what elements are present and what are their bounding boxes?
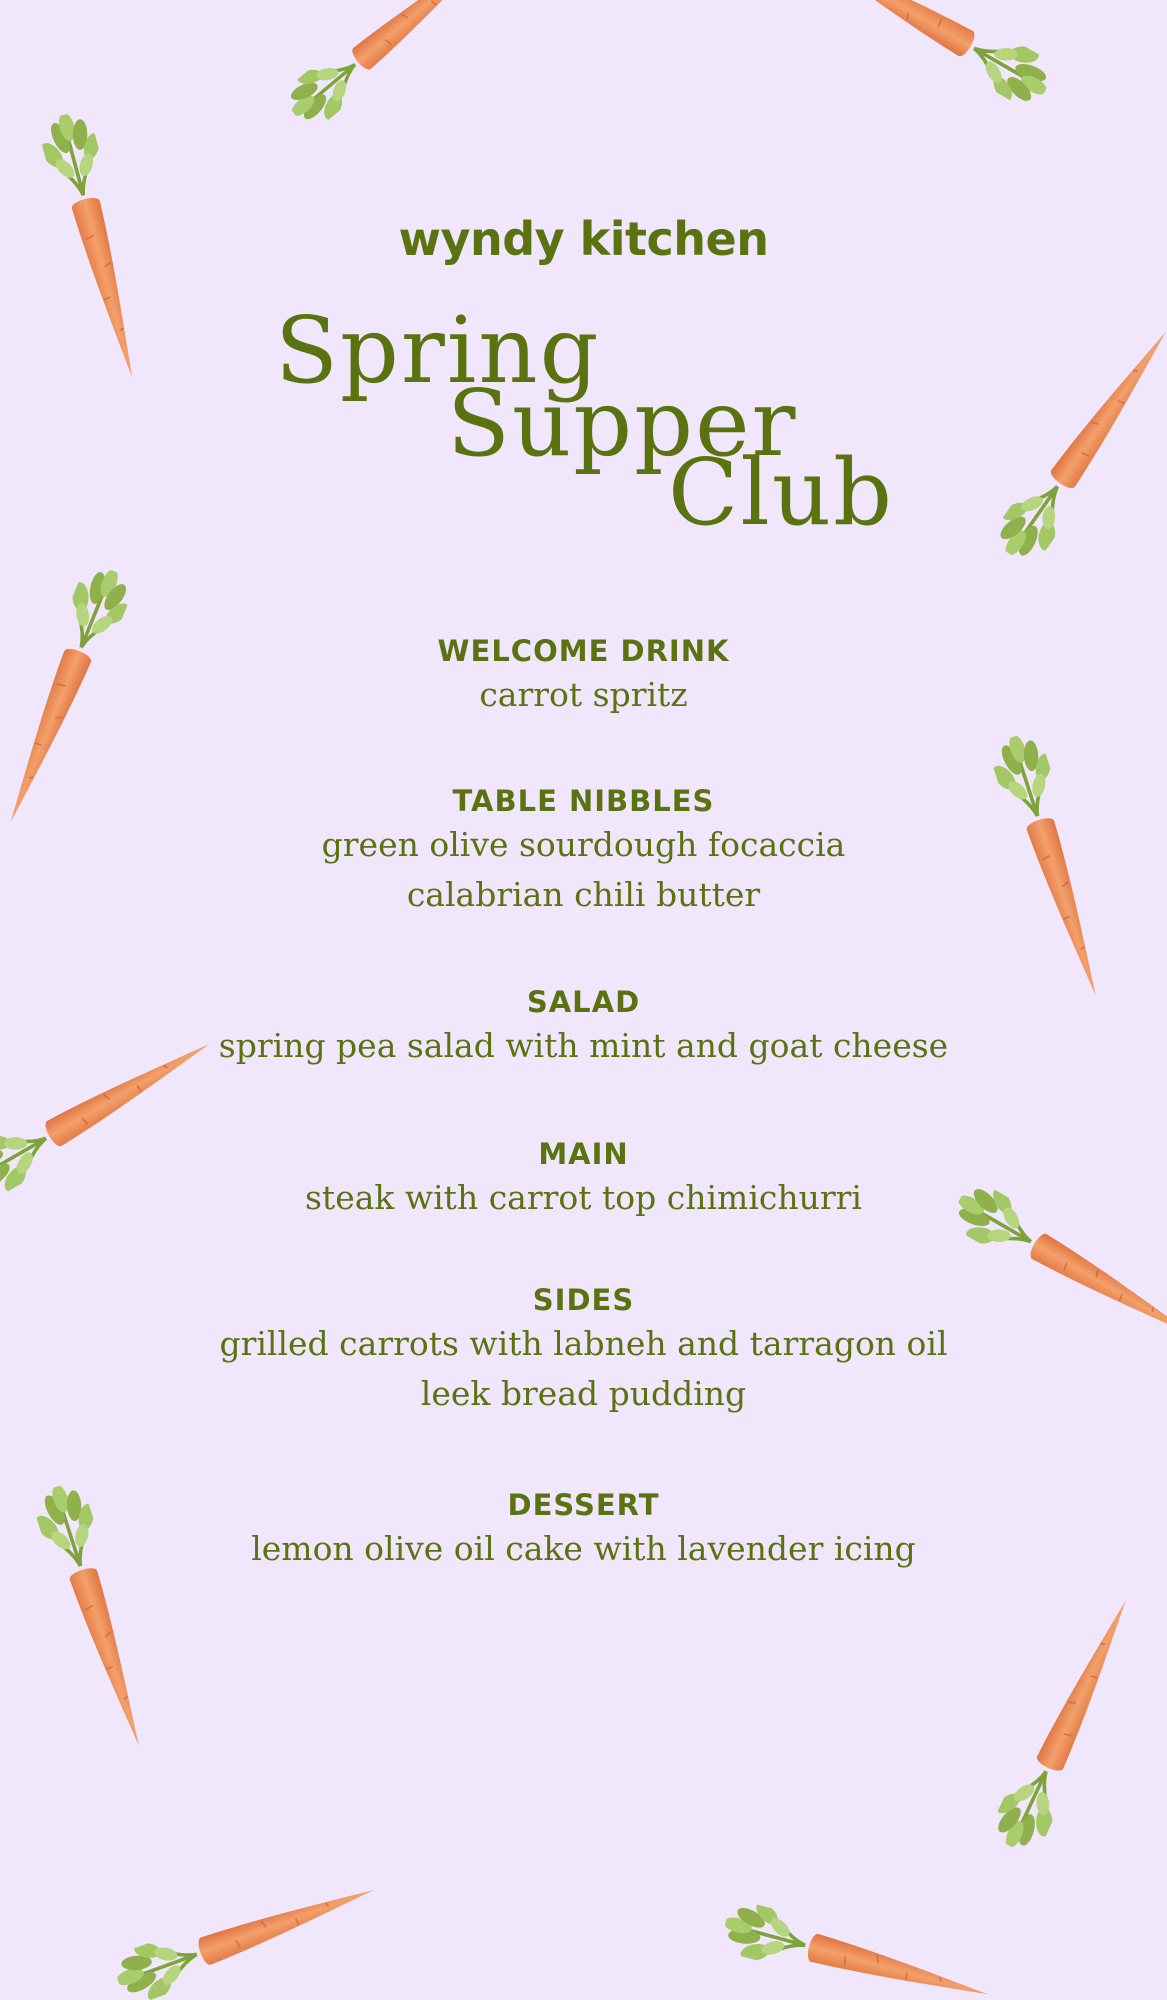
menu-item: spring pea salad with mint and goat cheese [218,1026,949,1065]
menu-item: green olive sourdough focaccia [321,825,846,864]
menu-item: steak with carrot top chimichurri [305,1178,862,1217]
section-heading: SIDES [532,1283,635,1317]
section-heading: TABLE NIBBLES [452,784,715,818]
menu-item: carrot spritz [479,675,688,714]
menu-item: calabrian chili butter [406,875,761,914]
carrot-icon [988,310,1167,570]
section-heading: DESSERT [507,1488,660,1522]
menu-item: lemon olive oil cake with lavender icing [251,1529,916,1568]
section-dessert [0,1486,1167,1574]
section-sides [0,1281,1167,1419]
section-table-nibbles [0,782,1167,920]
section-main [0,1135,1167,1223]
carrot-icon [279,0,514,134]
carrot-icon [987,1582,1154,1858]
title-line-supper: Supper [447,370,798,477]
section-heading: WELCOME DRINK [437,634,730,668]
brand-name: wyndy kitchen [398,212,769,266]
section-salad [0,983,1167,1071]
title-line-club: Club [668,439,894,546]
section-heading: SALAD [526,985,641,1019]
carrot-icon [110,1862,391,2000]
section-heading: MAIN [538,1137,629,1171]
carrot-icon [791,0,1060,113]
menu-item: grilled carrots with labneh and tarragon oil [219,1324,948,1363]
carrot-icon [718,1898,1001,2000]
title-line-spring: Spring [275,297,601,404]
section-welcome-drink [0,632,1167,720]
menu-item: leek bread pudding [420,1374,747,1413]
